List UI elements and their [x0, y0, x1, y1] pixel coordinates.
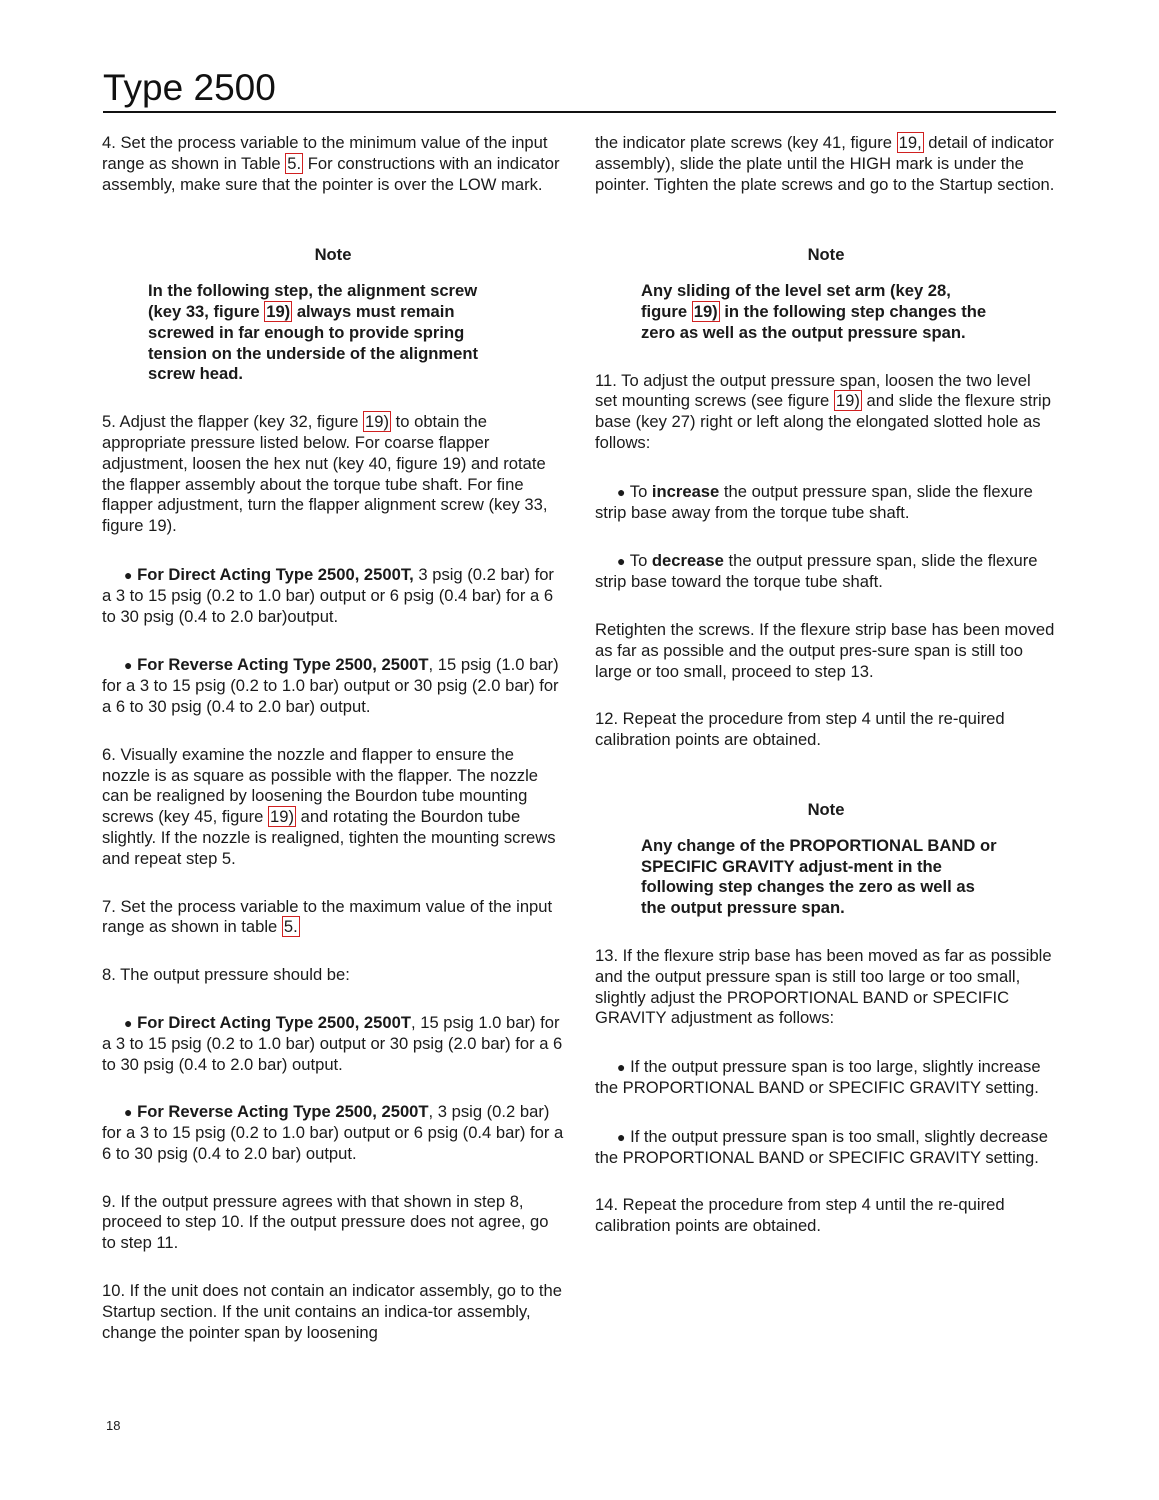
left-column [102, 133, 564, 1343]
note-title: Note [807, 245, 845, 265]
title-rule [103, 111, 1056, 113]
bullet-dot-icon: ● [124, 1014, 133, 1031]
step-4: 4. Set the process variable to the minimum value of the input range as shown in Table 5. For constructions with an indicator assembly, make sure that the pointer is over the LOW mark. [102, 133, 560, 194]
bullet-dot-icon: ● [617, 553, 626, 570]
table-5-link[interactable]: 5. [283, 917, 298, 937]
step-13: 13. If the flexure strip base has been moved as far as possible and the output pressure span is still too large or too small, slightly adjust the PROPORTIONAL BAND or SPECIFIC GRAVITY adjustment as follows: [595, 945, 1052, 1028]
step-10-continued: the indicator plate screws (key 41, figure 19, detail of indicator assembly), slide the plate until the HIGH mark is under the pointer. Tighten the plate screws and go to the Startup section. [595, 133, 1055, 194]
step-10: 10. If the unit does not contain an indicator assembly, go to the Startup section. If the unit contains an indica-tor assembly, change the pointer span by loosening [102, 1281, 562, 1342]
bullet-increase: ● To increase the output pressure span, slide the flexure strip base away from the torque tube shaft. [595, 481, 1033, 522]
right-column [595, 133, 1057, 1237]
note-title: Note [314, 245, 352, 265]
step-8: 8. The output pressure should be: [102, 965, 350, 985]
bullet-too-small: ● If the output pressure span is too small, slightly decrease the PROPORTIONAL BAND or SPECIFIC GRAVITY setting. [595, 1126, 1048, 1167]
bullet-direct-acting: ● For Direct Acting Type 2500, 2500T, 3 psig (0.2 bar) for a 3 to 15 psig (0.2 to 1.0 bar) output or 6 psig (0.4 bar) for a 6 to 30 psig (0.4 to 2.0 bar)output. [102, 564, 554, 626]
bullet-dot-icon: ● [124, 657, 133, 674]
step-11: 11. To adjust the output pressure span, loosen the two level set mounting screws (see figure 19) and slide the flexure strip base (key 27) right or left along the elongated slotted hole as follows: [595, 370, 1051, 452]
bullet-too-large: ● If the output pressure span is too large, slightly increase the PROPORTIONAL BAND or SPECIFIC GRAVITY setting. [595, 1057, 1041, 1097]
bullet-direct-acting: ● For Direct Acting Type 2500, 2500T, 15 psig 1.0 bar) for a 3 to 15 psig (0.2 to 1.0 bar) output or 30 psig (2.0 bar) for a 6 to 30 psig (0.4 to 2.0 bar) output. [102, 1012, 563, 1074]
bullet-dot-icon: ● [617, 1128, 626, 1145]
figure-19-link[interactable]: 19) [270, 807, 294, 827]
table-5-link[interactable]: 5. [287, 153, 302, 173]
note-body: Any sliding of the level set arm (key 28, figure 19) in the following step changes the zero as well as the output pressure span. [641, 281, 987, 342]
note-body: In the following step, the alignment screw (key 33, figure 19) always must remain screwed in far enough to provide spring tension on the underside of the alignment screw head. [148, 281, 479, 384]
note-title: Note [807, 799, 845, 819]
page-title: Type 2500 [103, 67, 276, 108]
figure-19-link[interactable]: 19) [266, 301, 291, 321]
step-12: 12. Repeat the procedure from step 4 until the re-quired calibration points are obtained. [595, 709, 1005, 750]
step-14: 14. Repeat the procedure from step 4 until the re-quired calibration points are obtained. [595, 1195, 1005, 1236]
bullet-dot-icon: ● [617, 483, 626, 500]
retighten-paragraph: Retighten the screws. If the flexure strip base has been moved as far as possible and the output pres-sure span is still too large or too small, proceed to step 13. [595, 619, 1055, 681]
note-body: Any change of the PROPORTIONAL BAND or SPECIFIC GRAVITY adjust-ment in the following step changes the zero as well as the output pressure span. [641, 835, 997, 918]
step-7: 7. Set the process variable to the maximum value of the input range as shown in table 5. [102, 896, 553, 937]
bullet-reverse-acting: ● For Reverse Acting Type 2500, 2500T, 15 psig (1.0 bar) for a 3 to 15 psig (0.2 to 1.0 bar) output or 30 psig (2.0 bar) for a 6 to 30 psig (0.4 to 2.0 bar) output. [102, 655, 559, 716]
figure-19-link[interactable]: 19, [898, 133, 922, 152]
bullet-decrease: ● To decrease the output pressure span, slide the flexure strip base toward the torque tube shaft. [595, 551, 1038, 592]
bullet-dot-icon: ● [124, 1104, 133, 1121]
bullet-reverse-acting: ● For Reverse Acting Type 2500, 2500T, 3 psig (0.2 bar) for a 3 to 15 psig (0.2 to 1.0 bar) output or 6 psig (0.4 bar) for a 6 to 30 psig (0.4 to 2.0 bar) output. [102, 1102, 564, 1163]
bullet-dot-icon: ● [124, 566, 133, 583]
bullet-dot-icon: ● [617, 1059, 626, 1076]
page-number: 18 [106, 1418, 121, 1433]
figure-19-link[interactable]: 19) [693, 301, 718, 321]
figure-19-link[interactable]: 19) [365, 412, 390, 432]
step-6: 6. Visually examine the nozzle and flapper to ensure the nozzle is as square as possible with the flapper. The nozzle can be realigned by loosening the Bourdon tube mounting screws (key 45, figure 19) and rotating the Bourdon tube slightly. If the nozzle is realigned, tighten the mounting screws and repeat step 5. [102, 744, 556, 868]
step-9: 9. If the output pressure agrees with that shown in step 8, proceed to step 10. If the output pressure does not agree, go to step 11. [102, 1191, 549, 1253]
step-5: 5. Adjust the flapper (key 32, figure 19) to obtain the appropriate pressure listed below. For coarse flapper adjustment, loosen the hex nut (key 40, figure 19) and rotate the flapper assembly about the torque tube shaft. For fine flapper adjustment, turn the flapper alignment screw (key 33, figure 19). [102, 412, 548, 536]
figure-19-link[interactable]: 19) [835, 391, 860, 411]
